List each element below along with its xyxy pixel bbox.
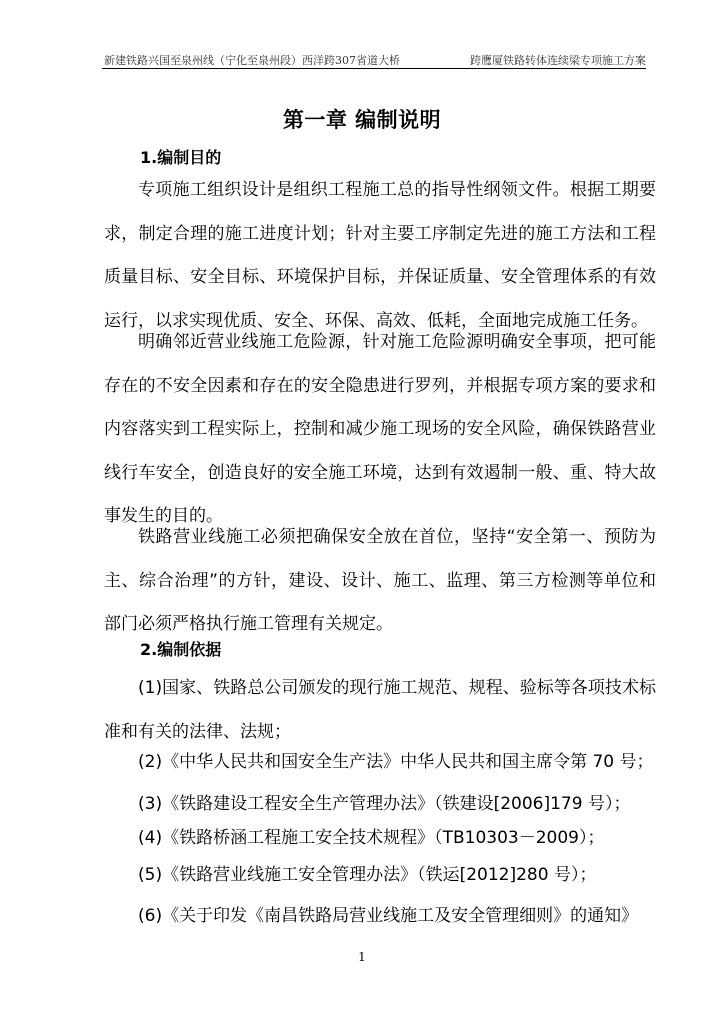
page-header <box>104 52 646 68</box>
basis-item-5: (5)《铁路营业线施工安全管理办法》（铁运[2012]280 号）； <box>138 865 597 885</box>
basis-item-1: (1)国家、铁路总公司颁发的现行施工规范、规程、验标等各项技术标准和有关的法律、法规； <box>104 678 656 742</box>
basis-item-4: (4)《铁路桥涵工程施工安全技术规程》（TB10303－2009）； <box>138 828 605 848</box>
paragraph-purpose-2: 明确邻近营业线施工危险源，针对施工危险源明确安全事项，把可能存在的不安全因素和存在的安全隐患进行罗列，并根据专项方案的要求和内容落实到工程实际上，控制和减少施工现场的安全风险，确保铁路营业线行车安全，创造良好的安全施工环境，达到有效遏制一般、重、特大故事发生的目的。 <box>104 332 656 526</box>
header-rule <box>102 68 646 69</box>
section-heading-purpose: 1.编制目的 <box>140 148 222 167</box>
section-heading-basis: 2.编制依据 <box>140 640 222 659</box>
chapter-title: 第一章 编制说明 <box>282 108 442 132</box>
basis-item-2: (2)《中华人民共和国安全生产法》中华人民共和国主席令第 70 号； <box>138 752 654 772</box>
paragraph-purpose-1: 专项施工组织设计是组织工程施工总的指导性纲领文件。根据工期要求，制定合理的施工进度计划；针对主要工序制定先进的施工方法和工程质量目标、安全目标、环境保护目标，并保证质量、安全管理体系的有效运行，以求实现优质、安全、环保、高效、低耗，全面地完成施工任务。 <box>104 180 656 331</box>
basis-item-3: (3)《铁路建设工程安全生产管理办法》（铁建设[2006]179 号）； <box>138 794 631 814</box>
page-number: 1 <box>358 950 366 964</box>
header-project-title: 新建铁路兴国至泉州线（宁化至泉州段）西洋跨307省道大桥 <box>104 54 400 67</box>
paragraph-purpose-3: 铁路营业线施工必须把确保安全放在首位，坚持“安全第一、预防为主、综合治理”的方针，建设、设计、施工、监理、第三方检测等单位和部门必须严格执行施工管理有关规定。 <box>104 527 656 634</box>
header-document-title: 跨鹰厦铁路转体连续梁专项施工方案 <box>470 54 646 67</box>
basis-item-6: (6)《关于印发《南昌铁路局营业线施工及安全管理细则》的通知》 <box>138 906 639 926</box>
